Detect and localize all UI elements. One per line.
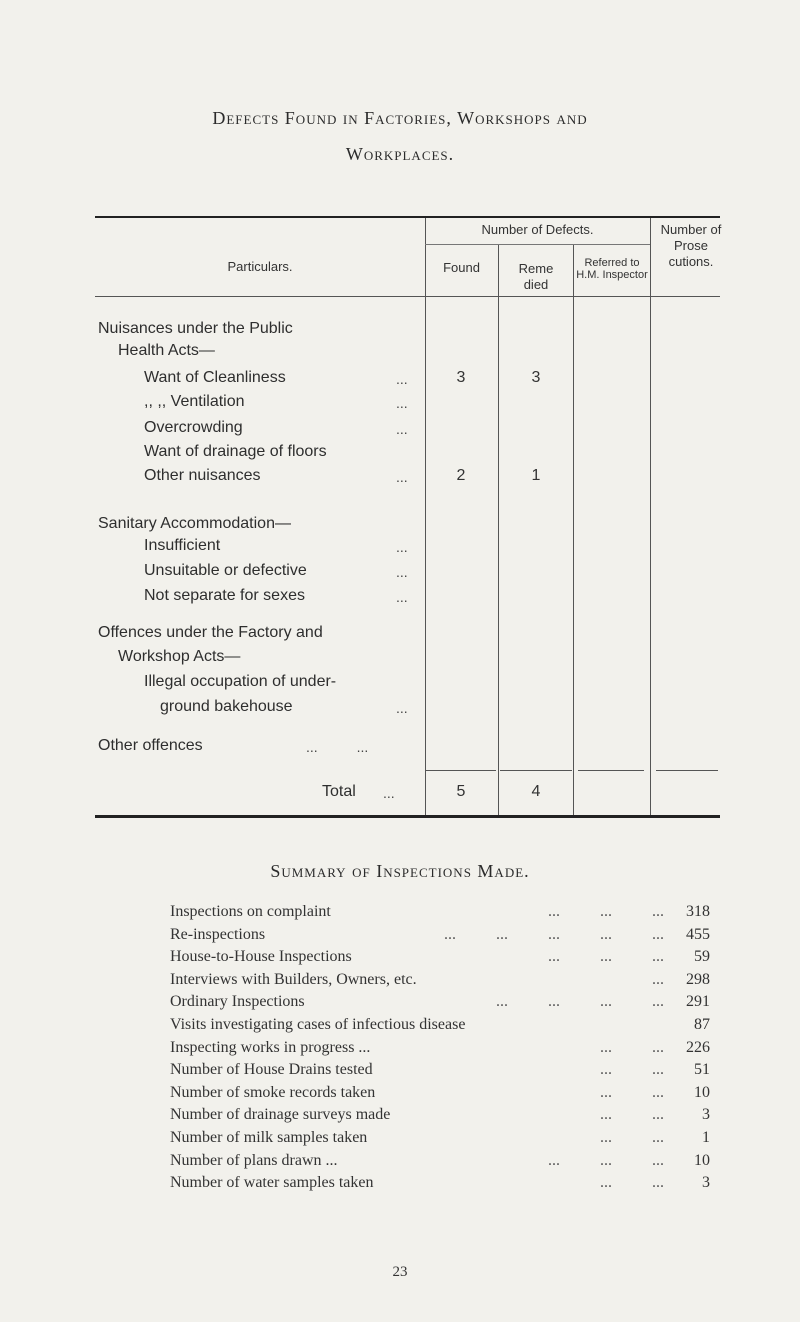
table-row-dots: ...: [396, 539, 408, 555]
summary-row-value: 3: [702, 1174, 710, 1192]
table-row-dots: ...: [396, 395, 408, 411]
table-row-dots: ...: [396, 371, 408, 387]
summary-row: [170, 1129, 710, 1151]
table-cell-remedied: 3: [531, 369, 541, 386]
column-divider: [650, 218, 651, 816]
table-row-label: ,, ,, Ventilation: [144, 393, 245, 410]
header-referred: Referred to H.M. Inspector: [576, 257, 648, 281]
table-row-label: Unsuitable or defective: [144, 562, 307, 579]
summary-row-value: 1: [702, 1129, 710, 1146]
column-divider: [573, 245, 574, 816]
table-bottom-rule: [95, 815, 720, 818]
total-remedied: 4: [531, 783, 541, 800]
header-found: Found: [443, 260, 480, 275]
header-number-of-defects: Number of Defects.: [481, 222, 594, 237]
table-row-label: Want of Cleanliness: [144, 369, 286, 386]
summary-title: Summary of Inspections Made.: [270, 861, 530, 881]
total-label: Total: [322, 783, 356, 800]
summary-row-label: House-to-House Inspections: [170, 948, 352, 966]
total-rule: [500, 770, 572, 771]
table-row-dots: ...: [396, 469, 408, 485]
summary-row-label: Inspections on complaint: [170, 903, 331, 920]
summary-row-label: Visits investigating cases of infectious disease: [170, 1016, 466, 1033]
header-remedied: Reme died: [518, 261, 554, 292]
table-row-label: Overcrowding: [144, 419, 243, 436]
summary-row-value: 226: [686, 1038, 710, 1056]
table-row-label: Not separate for sexes: [144, 587, 305, 604]
summary-row-dots: ... ... ...: [548, 903, 664, 920]
table-row-label: Offences under the Factory and: [98, 624, 323, 641]
table-row-dots: ... ...: [306, 739, 369, 755]
column-divider: [498, 245, 499, 816]
subheader-rule: [425, 244, 650, 245]
table-row-label: Other offences: [98, 737, 203, 754]
summary-row-dots: ... ...: [600, 1174, 664, 1192]
table-top-rule: [95, 216, 720, 218]
summary-row: [170, 1061, 710, 1083]
table-cell-found: 2: [456, 467, 466, 484]
summary-row-label: Number of plans drawn ...: [170, 1151, 338, 1169]
summary-row-dots: ... ...: [600, 1106, 664, 1124]
summary-row-dots: ... ...: [600, 1038, 664, 1056]
summary-row-dots: ... ...: [600, 1129, 664, 1146]
summary-row: [170, 903, 710, 925]
table-row-dots: ...: [396, 564, 408, 580]
summary-row: [170, 948, 710, 970]
total-found: 5: [456, 783, 466, 800]
table-row-label: Other nuisances: [144, 467, 261, 484]
summary-row-value: 455: [686, 925, 710, 943]
table-cell-found: 3: [456, 369, 466, 386]
table-row-label: ground bakehouse: [160, 698, 293, 715]
summary-row-label: Number of House Drains tested: [170, 1061, 373, 1079]
summary-row: [170, 1152, 710, 1174]
summary-row-label: Number of smoke records taken: [170, 1083, 376, 1101]
table-row-label: Illegal occupation of under-: [144, 673, 337, 690]
summary-row-dots: ...: [652, 970, 664, 988]
header-bottom-rule: [95, 296, 720, 297]
table-row-label: Want of drainage of floors: [144, 443, 327, 460]
summary-row-value: 291: [686, 993, 710, 1011]
total-rule: [426, 770, 496, 771]
column-divider: [425, 218, 426, 816]
summary-row: [170, 1016, 710, 1038]
summary-row: [170, 926, 710, 948]
total-rule: [656, 770, 718, 771]
summary-row-value: 51: [694, 1061, 710, 1079]
table-row-label: Health Acts—: [118, 342, 215, 359]
summary-row-value: 298: [686, 970, 710, 988]
header-prosecutions: Number of Prose cutions.: [660, 222, 722, 269]
summary-row: [170, 993, 710, 1015]
page-title-line-2: Workplaces.: [345, 144, 455, 164]
table-row-dots: ...: [396, 589, 408, 605]
summary-row-value: 87: [694, 1016, 710, 1033]
summary-row: [170, 1106, 710, 1128]
summary-row-dots: ... ... ... ...: [496, 993, 664, 1011]
page-number: 23: [392, 1264, 408, 1280]
summary-row: [170, 1084, 710, 1106]
summary-row-value: 59: [694, 948, 710, 966]
summary-row-value: 10: [694, 1151, 710, 1169]
summary-row-label: Inspecting works in progress ...: [170, 1038, 371, 1056]
summary-row: [170, 971, 710, 993]
summary-row-label: Re-inspections: [170, 925, 266, 943]
summary-row-dots: ... ... ...: [548, 1151, 664, 1169]
summary-row-label: Number of drainage surveys made: [170, 1106, 391, 1124]
table-row-label: Workshop Acts—: [118, 648, 241, 665]
header-particulars: Particulars.: [227, 259, 293, 274]
summary-row: [170, 1174, 710, 1196]
summary-row-dots: ... ... ... ... ...: [444, 925, 664, 943]
summary-row-value: 318: [686, 903, 710, 920]
table-row-dots: ...: [396, 421, 408, 437]
total-rule: [578, 770, 644, 771]
summary-row-dots: ... ... ...: [548, 948, 664, 966]
summary-row-label: Number of milk samples taken: [170, 1129, 368, 1146]
page-title-line-1: Defects Found in Factories, Workshops and: [212, 108, 588, 128]
summary-row-dots: ... ...: [600, 1083, 664, 1101]
table-row-label: Sanitary Accommodation—: [98, 515, 291, 532]
table-row-dots: ...: [396, 700, 408, 716]
summary-row-value: 3: [702, 1106, 710, 1124]
table-row-label: Insufficient: [144, 537, 221, 554]
summary-row-dots: ... ...: [600, 1061, 664, 1079]
summary-row-label: Number of water samples taken: [170, 1174, 374, 1192]
summary-row: [170, 1039, 710, 1061]
table-cell-remedied: 1: [531, 467, 541, 484]
summary-row-value: 10: [694, 1083, 710, 1101]
summary-row-label: Ordinary Inspections: [170, 993, 305, 1011]
table-row-label: Nuisances under the Public: [98, 320, 293, 337]
total-dots: ...: [383, 785, 395, 801]
summary-row-label: Interviews with Builders, Owners, etc.: [170, 970, 417, 988]
